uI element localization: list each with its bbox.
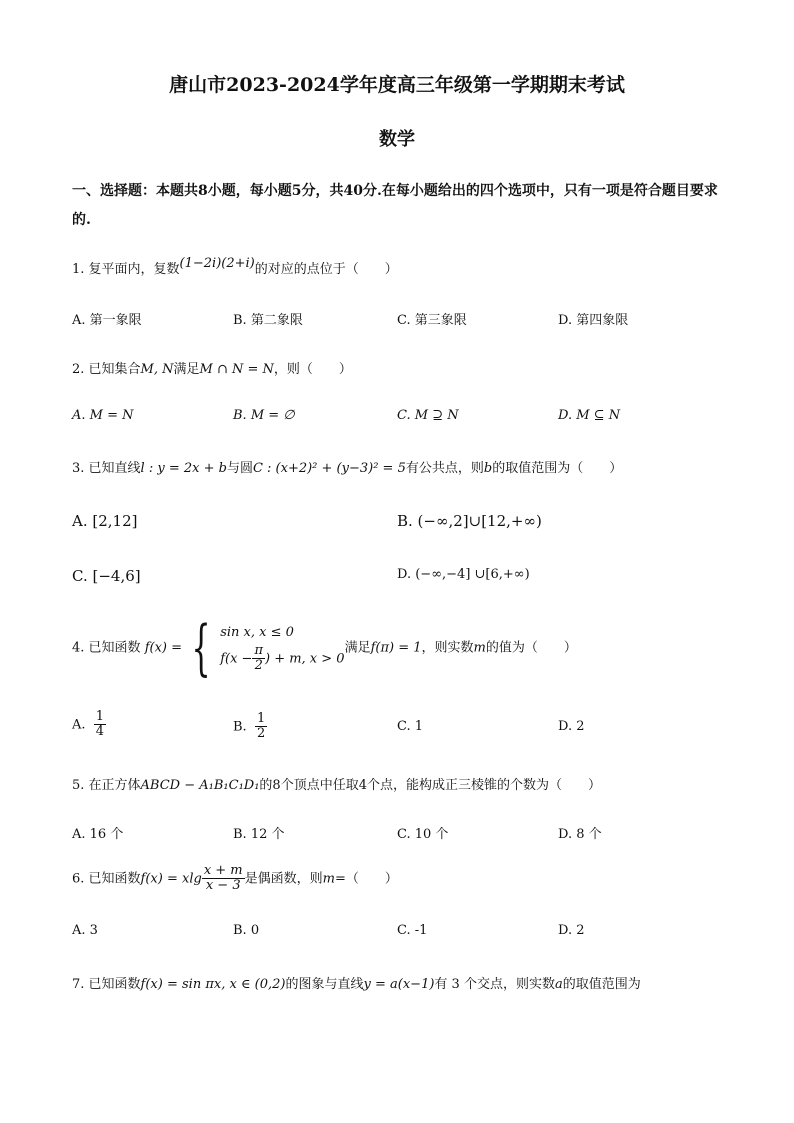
- question-4: [72, 613, 732, 683]
- q7-math2: y = a(x−1): [363, 977, 435, 992]
- q5-option-c: C. 10 个: [397, 827, 449, 842]
- q3-option-a: A. [2,12]: [72, 512, 138, 530]
- q3-math3: b: [483, 461, 493, 476]
- q2-math: M, N: [140, 362, 174, 377]
- q7-math3: a: [554, 977, 563, 992]
- q5-math: ABCD − A₁B₁C₁D₁: [140, 778, 260, 793]
- q6-frac-num: x + m: [203, 863, 243, 878]
- q1-math: (1−2i)(2+i): [179, 256, 255, 271]
- q7-stem-mid: 的图象与直线: [285, 977, 364, 992]
- q4-stem-post: ，则实数: [421, 640, 474, 656]
- q4-frac-den: 2: [254, 657, 263, 673]
- q7-math: f(x) = sin πx, x ∈ (0,2): [140, 977, 286, 992]
- q5-option-a: A. 16 个: [72, 827, 124, 842]
- q4-option-a: [72, 710, 106, 740]
- q3-math: l : y = 2x + b: [140, 461, 227, 476]
- q4-stem-pre: 4. 已知函数: [72, 640, 141, 656]
- q4-frac-num: π: [254, 642, 263, 658]
- q4-b-num: 1: [256, 711, 266, 726]
- q4-func: f(x) =: [144, 640, 182, 656]
- q4-stem-post2: 的值为（ ）: [485, 640, 577, 656]
- q4-option-c: C. 1: [397, 719, 424, 734]
- q7-stem-post2: 的取值范围为: [562, 977, 641, 992]
- q4-a-frac: [94, 710, 106, 740]
- q6-stem-post2: =（ ）: [334, 871, 398, 887]
- q1-option-d: D. 第四象限: [558, 313, 629, 328]
- q5-stem-post: 的8个顶点中任取4个点，能构成正三棱锥的个数为（ ）: [259, 778, 601, 793]
- question-5: [72, 774, 732, 793]
- question-7: [72, 973, 732, 992]
- q5-option-d: D. 8 个: [558, 827, 602, 842]
- q4-case2-post: ) + m, x > 0: [264, 650, 345, 666]
- q4-case2-pre: f(x −: [220, 650, 253, 666]
- q6-frac-den: x − 3: [205, 878, 241, 894]
- q6-option-b: B. 0: [233, 923, 260, 938]
- q6-frac: [202, 864, 245, 894]
- q4-a-den: 4: [95, 724, 105, 740]
- q4-b-frac: [255, 712, 267, 742]
- q3-math2: C : (x+2)² + (y−3)² = 5: [252, 461, 406, 476]
- q3-option-d: D. (−∞,−4] ∪[6,+∞): [397, 567, 530, 582]
- exam-subject: 数学: [379, 129, 415, 150]
- q2-stem-pre: 2. 已知集合: [72, 362, 141, 377]
- q1-option-c: C. 第三象限: [397, 313, 467, 328]
- q3-option-c: C. [−4,6]: [72, 567, 141, 585]
- q5-stem-pre: 5. 在正方体: [72, 778, 141, 793]
- q6-option-c: C. -1: [397, 923, 428, 938]
- q7-stem-post: 有 3 个交点，则实数: [434, 977, 555, 992]
- question-2: [72, 358, 732, 377]
- question-1: [72, 258, 732, 277]
- q6-stem-pre: 6. 已知函数: [72, 871, 141, 887]
- q2-stem-post: ，则（ ）: [273, 362, 352, 377]
- section-heading: 一、选择题：本题共8小题，每小题5分，共40分.在每小题给出的四个选项中，只有一项是符合题目要求的.: [72, 183, 718, 228]
- q4-a-num: 1: [95, 709, 105, 724]
- q6-math2: m: [322, 871, 335, 887]
- q4-case-2: [220, 644, 344, 674]
- q4-option-d: D. 2: [558, 719, 585, 734]
- q6-math: f(x) = xlg: [140, 871, 202, 887]
- q1-option-a: A. 第一象限: [72, 313, 142, 328]
- q6-option-a: A. 3: [72, 923, 98, 938]
- q2-math2: M ∩ N = N: [199, 362, 274, 377]
- q6-stem-post: 是偶函数，则: [244, 871, 323, 887]
- q4-b-letter: B.: [233, 719, 247, 735]
- q4-stem-mid: 满足: [344, 640, 371, 656]
- q1-option-b: B. 第二象限: [233, 313, 303, 328]
- q4-a-letter: A.: [72, 717, 86, 733]
- q4-case-1: sin x, x ≤ 0: [220, 624, 294, 640]
- q6-option-d: D. 2: [558, 923, 585, 938]
- q2-option-b: B. M = ∅: [233, 408, 295, 423]
- q2-option-a: A. M = N: [72, 408, 134, 423]
- q4-b-den: 2: [256, 726, 266, 742]
- q7-stem-pre: 7. 已知函数: [72, 977, 141, 992]
- q4-cases: [220, 623, 344, 673]
- exam-title: 唐山市2023-2024学年度高三年级第一学期期末考试: [169, 74, 625, 96]
- q2-option-c: C. M ⊇ N: [397, 408, 459, 423]
- q1-stem-pre: 1. 复平面内，复数: [72, 262, 180, 277]
- q2-stem-mid: 满足: [173, 362, 200, 377]
- q5-option-b: B. 12 个: [233, 827, 285, 842]
- q2-option-d: D. M ⊆ N: [558, 408, 621, 423]
- q4-case2-frac: [252, 644, 265, 674]
- brace-icon: {: [191, 613, 211, 683]
- q4-math2: f(π) = 1: [370, 640, 422, 656]
- question-6: [72, 864, 732, 894]
- q3-option-b: B. (−∞,2]∪[12,+∞): [397, 512, 542, 530]
- q4-math3: m: [473, 640, 486, 656]
- q3-stem-post2: 的取值范围为（ ）: [492, 461, 623, 476]
- q3-stem-pre: 3. 已知直线: [72, 461, 141, 476]
- q4-option-b: [233, 712, 267, 742]
- q3-stem-mid: 与圆: [226, 461, 253, 476]
- question-3: [72, 457, 732, 476]
- q3-stem-post: 有公共点，则: [405, 461, 484, 476]
- q1-stem-post: 的对应的点位于（ ）: [254, 262, 398, 277]
